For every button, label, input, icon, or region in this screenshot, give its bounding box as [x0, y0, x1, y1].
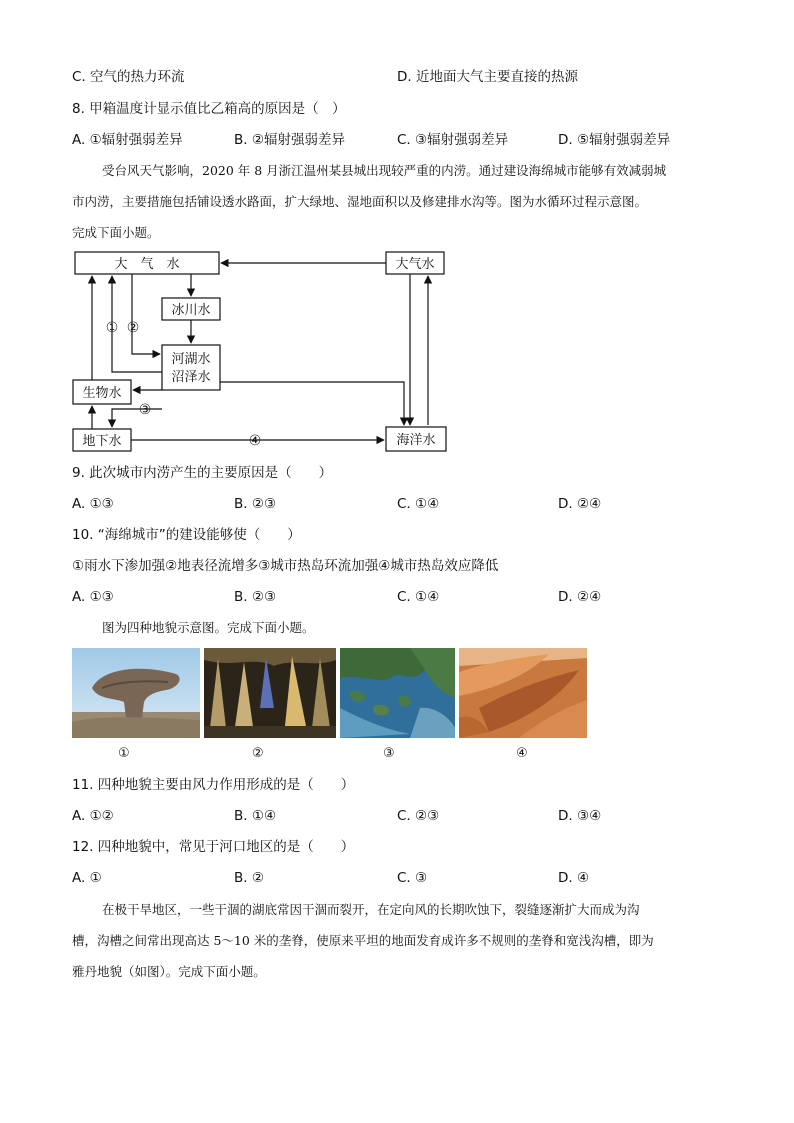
label-ocean: 海洋水: [396, 433, 436, 448]
q12-stem: 12. 四种地貌中，常见于河口地区的是（ ）: [72, 839, 355, 855]
q11-option-d: D. ③④: [558, 808, 602, 824]
q8-option-d: D. ⑤辐射强弱差异: [558, 132, 671, 148]
q8-option-a: A. ①辐射强弱差异: [72, 132, 183, 148]
q11-option-a: A. ①②: [72, 808, 114, 824]
label-atmosphere-right: 大气水: [395, 257, 435, 272]
marker-2: ②: [126, 320, 140, 336]
q10-option-a: A. ①③: [72, 589, 114, 605]
q12-option-d: D. ④: [558, 870, 590, 886]
q9-option-b: B. ②③: [234, 496, 277, 512]
q10-option-d: D. ②④: [558, 589, 602, 605]
q12-option-b: B. ②: [234, 870, 264, 886]
q10-option-c: C. ①④: [397, 589, 440, 605]
passage1-line3: 完成下面小题。: [72, 225, 160, 240]
passage3-line3: 雅丹地貌（如图）。完成下面小题。: [72, 964, 266, 979]
q11-option-b: B. ①④: [234, 808, 277, 824]
q11-stem: 11. 四种地貌主要由风力作用形成的是（ ）: [72, 777, 355, 793]
label-biological: 生物水: [82, 386, 122, 401]
q7-option-c: C. 空气的热力环流: [72, 69, 185, 85]
q10-stem: 10. “海绵城市”的建设能够使（ ）: [72, 527, 301, 543]
passage3-line2: 槽，沟槽之间常出现高达 5～10 米的垄脊，使原来平坦的地面发育成许多不规则的垄脊和宽浅沟槽，即为: [72, 933, 654, 948]
passage2: 图为四种地貌示意图。完成下面小题。: [102, 620, 315, 635]
landform-photo-3: [340, 648, 455, 738]
water-cycle-diagram: [66, 246, 456, 458]
q8-stem: 8. 甲箱温度计显示值比乙箱高的原因是（ ）: [72, 101, 346, 117]
landform-photo-4: [459, 648, 587, 738]
q8-option-c: C. ③辐射强弱差异: [397, 132, 509, 148]
q12-option-a: A. ①: [72, 870, 102, 886]
q12-option-c: C. ③: [397, 870, 428, 886]
label-glacier: 冰川水: [171, 303, 211, 318]
passage1-line2: 市内涝，主要措施包括铺设透水路面，扩大绿地、湿地面积以及修建排水沟等。图为水循环过程示意图。: [72, 194, 648, 209]
label-atmosphere-left: 大 气 水: [114, 257, 180, 272]
photo-caption-4: ④: [516, 746, 528, 761]
q10-items: ①雨水下渗加强②地表径流增多③城市热岛环流加强④城市热岛效应降低: [72, 558, 499, 574]
marker-3: ③: [138, 402, 152, 418]
passage3-line1: 在极干旱地区，一些干涸的湖底常因干涸而裂开，在定向风的长期吹蚀下，裂缝逐渐扩大而成为沟: [102, 902, 640, 917]
q9-option-a: A. ①③: [72, 496, 114, 512]
label-lake-line2: 沼泽水: [171, 370, 211, 385]
q9-stem: 9. 此次城市内涝产生的主要原因是（ ）: [72, 465, 333, 481]
landform-photo-1: [72, 648, 200, 738]
landform-photo-2: [204, 648, 336, 738]
label-groundwater: 地下水: [82, 434, 122, 449]
q10-option-b: B. ②③: [234, 589, 277, 605]
marker-4: ④: [248, 433, 262, 449]
q11-option-c: C. ②③: [397, 808, 440, 824]
q8-option-b: B. ②辐射强弱差异: [234, 132, 345, 148]
q9-option-c: C. ①④: [397, 496, 440, 512]
marker-1: ①: [105, 320, 119, 336]
photo-caption-2: ②: [252, 746, 264, 761]
label-lake-line1: 河湖水: [171, 352, 211, 367]
photo-caption-3: ③: [383, 746, 395, 761]
photo-caption-1: ①: [118, 746, 130, 761]
passage1-line1: 受台风天气影响，2020 年 8 月浙江温州某县城出现较严重的内涝。通过建设海绵城市能够有效减弱城: [102, 163, 667, 178]
q7-option-d: D. 近地面大气主要直接的热源: [397, 69, 578, 85]
q9-option-d: D. ②④: [558, 496, 602, 512]
